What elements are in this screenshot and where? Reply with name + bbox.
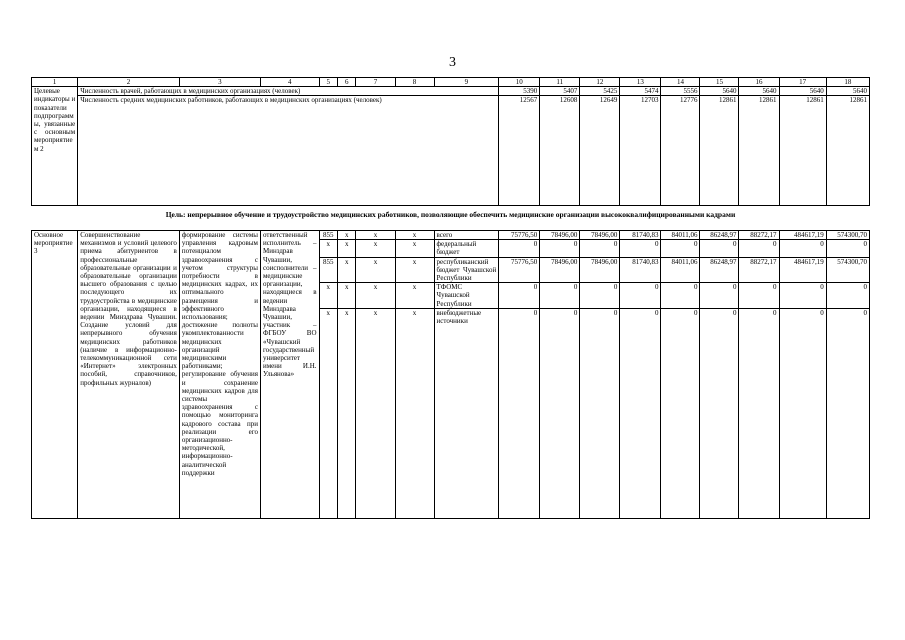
funding-value: 0 xyxy=(661,308,700,518)
funding-value: 0 xyxy=(826,308,869,518)
column-number: 9 xyxy=(434,78,499,87)
column-number: 17 xyxy=(779,78,826,87)
funding-value: 0 xyxy=(700,240,739,257)
indicator-value: 12567 xyxy=(499,96,540,206)
column-number: 1 xyxy=(32,78,78,87)
column-number: 6 xyxy=(338,78,356,87)
funding-value: 81740,83 xyxy=(620,257,661,283)
funding-value: 0 xyxy=(700,308,739,518)
code-cell: x xyxy=(356,257,395,283)
indicator-value: 5556 xyxy=(661,87,700,96)
funding-value: 75776,50 xyxy=(499,231,540,240)
indicator-value: 12703 xyxy=(620,96,661,206)
funding-value: 0 xyxy=(661,240,700,257)
column-number: 3 xyxy=(179,78,260,87)
funding-value: 0 xyxy=(700,283,739,309)
column-number: 18 xyxy=(826,78,869,87)
funding-value: 574300,70 xyxy=(826,231,869,240)
column-number: 2 xyxy=(78,78,180,87)
funding-value: 78496,00 xyxy=(540,257,580,283)
column-number: 7 xyxy=(356,78,395,87)
indicator-row xyxy=(32,87,870,96)
code-cell: x xyxy=(395,257,434,283)
funding-value: 0 xyxy=(540,283,580,309)
indicator-value: 5390 xyxy=(499,87,540,96)
funding-value: 75776,50 xyxy=(499,257,540,283)
funding-value: 84011,06 xyxy=(661,231,700,240)
funding-value: 0 xyxy=(580,308,620,518)
funding-value: 78496,00 xyxy=(580,257,620,283)
funding-value: 0 xyxy=(499,240,540,257)
measure-executors: ответственный исполнитель – Минздрав Чувашии, соисполнители – медицинские организации, находящиеся в ведении Минздрава Чувашии, участник – ФГБОУ ВО «Чувашский государственный университет имени И.Н. Ульянова» xyxy=(260,231,319,519)
funding-value: 0 xyxy=(540,240,580,257)
funding-value: 0 xyxy=(826,240,869,257)
indicator-row xyxy=(32,96,870,206)
indicator-value: 12861 xyxy=(779,96,826,206)
column-number: 14 xyxy=(661,78,700,87)
indicator-value: 12608 xyxy=(540,96,580,206)
funding-value: 0 xyxy=(779,283,826,309)
funding-value: 86248,97 xyxy=(700,257,739,283)
indicator-value: 5640 xyxy=(739,87,779,96)
code-cell: x xyxy=(338,308,356,518)
finance-row xyxy=(32,231,870,240)
funding-value: 84011,06 xyxy=(661,257,700,283)
funding-value: 88272,17 xyxy=(739,231,779,240)
code-cell: x xyxy=(338,240,356,257)
funding-value: 81740,83 xyxy=(620,231,661,240)
indicator-value: 12861 xyxy=(739,96,779,206)
column-number: 10 xyxy=(499,78,540,87)
funding-value: 0 xyxy=(739,283,779,309)
indicator-value: 5407 xyxy=(540,87,580,96)
measure-name: Совершенствование механизмов и условий целевого приема абитуриентов в профессиональные образовательные организации и образовательные организации высшего образования с целью последующего их трудоустройства в медицинские организации, находящиеся в ведении Минздрава Чувашии. Создание условий для непрерывного обучения медицинских работников (наличие в информационно-телекоммуникационной сети «Интернет» электронных пособий, справочников, профильных журналов) xyxy=(78,231,180,519)
funding-value: 484617,19 xyxy=(779,231,826,240)
code-cell: x xyxy=(395,240,434,257)
funding-value: 0 xyxy=(620,308,661,518)
funding-value: 484617,19 xyxy=(779,257,826,283)
indicator-value: 12861 xyxy=(826,96,869,206)
code-cell: x xyxy=(395,231,434,240)
funding-value: 0 xyxy=(779,308,826,518)
page-number: 3 xyxy=(449,55,456,70)
code-cell: x xyxy=(319,240,337,257)
funding-value: 0 xyxy=(620,240,661,257)
funding-value: 0 xyxy=(826,283,869,309)
funding-value: 0 xyxy=(739,308,779,518)
code-cell: x xyxy=(356,240,395,257)
funding-value: 0 xyxy=(540,308,580,518)
column-number: 12 xyxy=(580,78,620,87)
funding-value: 574300,70 xyxy=(826,257,869,283)
funding-value: 86248,97 xyxy=(700,231,739,240)
column-number: 4 xyxy=(260,78,319,87)
code-cell: x xyxy=(356,231,395,240)
funding-source: республиканский бюджет Чувашской Республики xyxy=(434,257,499,283)
indicators-table xyxy=(31,77,870,206)
funding-value: 78496,00 xyxy=(580,231,620,240)
funding-value: 88272,17 xyxy=(739,257,779,283)
code-cell: x xyxy=(395,283,434,309)
funding-value: 0 xyxy=(779,240,826,257)
measure-task: формирование системы управления кадровым потенциалом здравоохранения с учетом структуры потребности в медицинских кадрах, их оптимального размещения и эффективного использования; достижение полноты укомплектованности медицинских организаций медицинскими работниками; регулирование обучения и сохранение медицинских кадров для системы здравоохранения с помощью мониторинга кадрового состава при реализации его организационно-методической, информационно-аналитической поддержки xyxy=(179,231,260,519)
column-number: 11 xyxy=(540,78,580,87)
column-number: 15 xyxy=(700,78,739,87)
code-cell: x xyxy=(395,308,434,518)
goal-heading: Цель: непрерывное обучение и трудоустройство медицинских работников, позволяющие обеспечить медицинские организации высококвалифицированными кадрами xyxy=(165,210,736,219)
indicators-label: Целевые индикаторы и показатели подпрограммы, увязанные с основным мероприятием 2 xyxy=(32,87,78,206)
funding-value: 0 xyxy=(499,283,540,309)
indicator-value: 5640 xyxy=(779,87,826,96)
funding-value: 0 xyxy=(580,240,620,257)
indicator-text: Численность средних медицинских работников, работающих в медицинских организациях (человек) xyxy=(78,96,499,206)
funding-value: 0 xyxy=(739,240,779,257)
column-number: 16 xyxy=(739,78,779,87)
indicator-value: 12776 xyxy=(661,96,700,206)
funding-value: 0 xyxy=(499,308,540,518)
indicator-text: Численность врачей, работающих в медицинских организациях (человек) xyxy=(78,87,499,96)
code-cell: x xyxy=(338,257,356,283)
funding-source: всего xyxy=(434,231,499,240)
funding-value: 0 xyxy=(580,283,620,309)
column-number: 8 xyxy=(395,78,434,87)
funding-value: 0 xyxy=(661,283,700,309)
indicator-value: 5474 xyxy=(620,87,661,96)
funding-source: федеральный бюджет xyxy=(434,240,499,257)
funding-source: внебюджетные источники xyxy=(434,308,499,518)
indicator-value: 5640 xyxy=(700,87,739,96)
code-cell: x xyxy=(338,231,356,240)
code-cell: x xyxy=(338,283,356,309)
column-number-row xyxy=(32,78,870,87)
indicator-value: 5425 xyxy=(580,87,620,96)
column-number: 5 xyxy=(319,78,337,87)
measure-label: Основное мероприятие 3 xyxy=(32,231,78,519)
code-cell: 855 xyxy=(319,257,337,283)
code-cell: x xyxy=(319,283,337,309)
funding-value: 0 xyxy=(620,283,661,309)
funding-source: ТФОМС Чувашской Республики xyxy=(434,283,499,309)
indicator-value: 12861 xyxy=(700,96,739,206)
column-number: 13 xyxy=(620,78,661,87)
code-cell: x xyxy=(319,308,337,518)
funding-value: 78496,00 xyxy=(540,231,580,240)
indicator-value: 12649 xyxy=(580,96,620,206)
indicator-value: 5640 xyxy=(826,87,869,96)
measure-table xyxy=(31,230,870,519)
code-cell: x xyxy=(356,283,395,309)
code-cell: 855 xyxy=(319,231,337,240)
code-cell: x xyxy=(356,308,395,518)
